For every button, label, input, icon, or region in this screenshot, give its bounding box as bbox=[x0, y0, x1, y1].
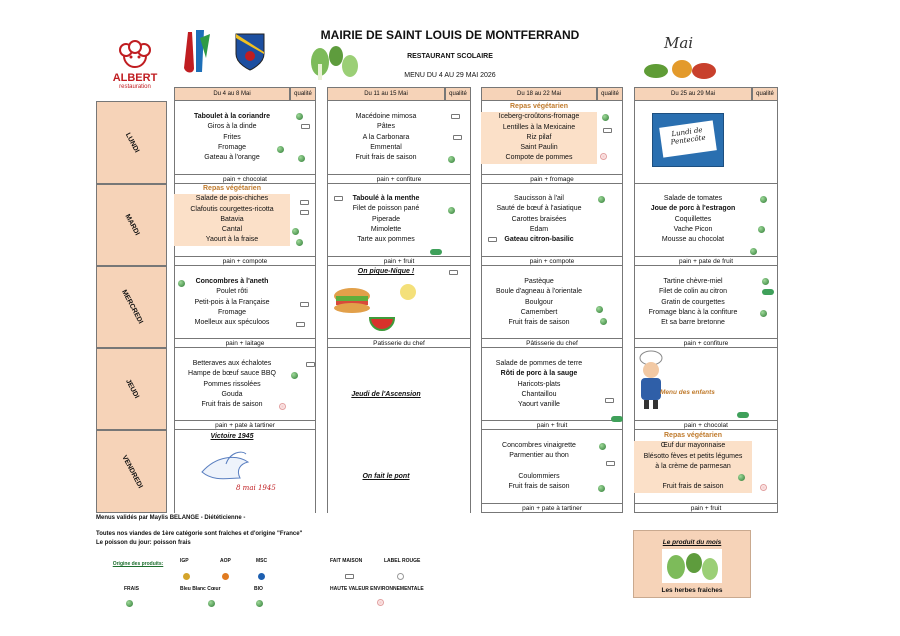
bread-item: pain + confiture bbox=[634, 338, 778, 348]
kid-chef-illustration bbox=[636, 350, 666, 410]
dish: Yaourt vanille bbox=[518, 401, 560, 409]
dish: Fruit frais de saison bbox=[508, 483, 570, 491]
fait-maison-legend-icon bbox=[345, 574, 354, 579]
albert-logo bbox=[104, 40, 166, 92]
dish: Emmental bbox=[370, 143, 402, 151]
bread-item: Patisserie du chef bbox=[327, 338, 471, 348]
hve-icon bbox=[279, 403, 286, 410]
page-subtitle: RESTAURANT SCOLAIRE bbox=[407, 53, 493, 60]
legend-aop: AOP bbox=[220, 558, 231, 564]
week-header: Du 18 au 22 Mai bbox=[481, 87, 597, 101]
bread-item: pain + pate à tartiner bbox=[481, 503, 623, 513]
veg-title: Repas végétarien bbox=[510, 103, 568, 110]
bio-icon bbox=[599, 443, 606, 450]
quality-header: qualité bbox=[597, 87, 623, 101]
bio-icon bbox=[277, 146, 284, 153]
dish: Pâtes bbox=[377, 123, 395, 131]
bio-icon bbox=[760, 310, 767, 317]
aop-icon bbox=[222, 573, 229, 580]
menu-jeudi-w3 bbox=[481, 359, 597, 410]
picnic-illustration bbox=[330, 282, 440, 332]
fait-maison-icon bbox=[488, 237, 497, 242]
dish: Fruit frais de saison bbox=[355, 154, 417, 162]
menu-vendredi-w4 bbox=[634, 431, 752, 493]
bread-item: pain + fruit bbox=[481, 420, 623, 430]
bread-item: pain + fruit bbox=[634, 503, 778, 513]
legend-msc: MSC bbox=[256, 558, 268, 564]
dish: Filet de poisson pané bbox=[352, 205, 420, 213]
dish: Riz pilaf bbox=[481, 133, 597, 143]
dish: Rôti de porc à la sauge bbox=[500, 370, 578, 378]
fait-maison-icon bbox=[449, 270, 458, 275]
menu-mardi-w4 bbox=[634, 194, 752, 245]
msc-icon bbox=[737, 412, 749, 418]
dish: Clafoutis courgettes-ricotta bbox=[174, 205, 290, 215]
bio-icon bbox=[598, 485, 605, 492]
fait-maison-icon bbox=[605, 398, 614, 403]
event-enfants: Menu des enfants bbox=[660, 389, 715, 396]
legend-igp: IGP bbox=[180, 558, 189, 564]
dish: Salade de tomates bbox=[663, 195, 723, 202]
fait-maison-icon bbox=[451, 114, 460, 119]
menu-lundi-w3 bbox=[481, 102, 597, 164]
validation-note: Menus validés par Maylis BELANGE - Diététicienne - bbox=[96, 515, 246, 521]
dish: Gratin de courgettes bbox=[661, 298, 725, 306]
fait-maison-icon bbox=[606, 461, 615, 466]
dish: Salade de pois-chiches bbox=[174, 194, 290, 204]
dish: Boule d'agneau à l'orientale bbox=[496, 288, 582, 296]
herbs-illustration bbox=[306, 42, 360, 80]
meat-note: Toutes nos viandes de 1ère catégorie sont fraîches et d'origine "France" bbox=[96, 531, 303, 537]
herbs-icon bbox=[662, 549, 722, 583]
dish: Chantaillou bbox=[521, 390, 557, 398]
fait-maison-icon bbox=[296, 322, 305, 327]
legend-title: Origine des produits: bbox=[112, 561, 164, 567]
quality-header: qualité bbox=[752, 87, 778, 101]
hve-icon bbox=[760, 484, 767, 491]
page-title: MAIRIE DE SAINT LOUIS DE MONTFERRAND bbox=[320, 28, 580, 42]
bio-icon bbox=[448, 207, 455, 214]
veg-title: Repas végétarien bbox=[203, 185, 261, 192]
bio-icon bbox=[296, 113, 303, 120]
dish: Tartine chèvre-miel bbox=[663, 278, 723, 285]
dish: Betteraves aux échalotes bbox=[192, 360, 272, 367]
bio-icon bbox=[596, 306, 603, 313]
logo-brand: ALBERT bbox=[112, 72, 158, 84]
legend-hve: HAUTE VALEUR ENVIRONNEMENTALE bbox=[330, 586, 424, 592]
event-ascension: Jeudi de l'Ascension bbox=[351, 391, 421, 398]
coat-of-arms-icon bbox=[234, 32, 266, 72]
bread-item: pain + laitage bbox=[174, 338, 316, 348]
dish: A la Carbonara bbox=[362, 133, 410, 141]
dish: Saucisson à l'ail bbox=[514, 195, 564, 202]
pentecote-label: Lundi de Pentecôte bbox=[659, 120, 717, 157]
bio-icon bbox=[602, 114, 609, 121]
dish: Fruit frais de saison bbox=[634, 482, 752, 492]
dish: Fromage bbox=[217, 143, 246, 151]
dish-empty bbox=[481, 462, 597, 472]
dish: Hampe de bœuf sauce BBQ bbox=[188, 370, 276, 378]
dish: Mousse au chocolat bbox=[661, 236, 725, 244]
bio-icon bbox=[750, 248, 757, 255]
menu-lundi-w1 bbox=[174, 112, 290, 163]
menu-mardi-w2 bbox=[327, 194, 445, 245]
legend-bbc: Bleu Blanc Cœur bbox=[180, 586, 221, 592]
bio-legend-icon bbox=[256, 600, 263, 607]
bio-icon bbox=[298, 155, 305, 162]
dish: Piperade bbox=[371, 215, 401, 223]
event-victoire: Victoire 1945 bbox=[210, 433, 254, 440]
dish: Lentilles à la Mexicaine bbox=[481, 123, 597, 133]
event-pont: On fait le pont bbox=[362, 473, 410, 480]
bread-item: pain + chocolat bbox=[634, 420, 778, 430]
day-jeudi: JEUDI bbox=[96, 348, 167, 430]
dish: Coulommiers bbox=[518, 472, 560, 480]
event-picnic: On pique-Nique ! bbox=[357, 268, 415, 275]
bread-item: pain + confiture bbox=[327, 174, 471, 184]
bread-item: pain + compote bbox=[174, 256, 316, 266]
dish: Giros à la dinde bbox=[207, 123, 257, 131]
legend-label-rouge: LABEL ROUGE bbox=[384, 558, 421, 564]
bread-item: pain + fromage bbox=[481, 174, 623, 184]
menu-mercredi-w1 bbox=[174, 277, 290, 328]
fait-maison-icon bbox=[453, 135, 462, 140]
fait-maison-icon bbox=[300, 210, 309, 215]
dish: Pommes rissolées bbox=[203, 380, 261, 388]
dish: Poulet rôti bbox=[216, 288, 248, 296]
bread-item: pain + chocolat bbox=[174, 174, 316, 184]
dish: Taboulé à la menthe bbox=[352, 195, 420, 202]
produit-title: Le produit du mois bbox=[662, 539, 722, 546]
bio-icon bbox=[448, 156, 455, 163]
legend-fait-maison: FAIT MAISON bbox=[330, 558, 363, 564]
dove-illustration bbox=[196, 448, 276, 494]
bio-icon bbox=[738, 474, 745, 481]
week-header: Du 4 au 8 Mai bbox=[174, 87, 290, 101]
dish: Concombres à l'aneth bbox=[195, 278, 269, 285]
dish: Fromage blanc à la confiture bbox=[648, 308, 738, 316]
menu-vendredi-w3 bbox=[481, 441, 597, 492]
menu-mercredi-w3 bbox=[481, 277, 597, 328]
dish: Et sa barre bretonne bbox=[661, 319, 725, 327]
bread-item: Pâtisserie du chef bbox=[481, 338, 623, 348]
dish: Carottes braisées bbox=[511, 215, 567, 223]
logo-tagline: restauration bbox=[119, 84, 151, 90]
quality-header: qualité bbox=[290, 87, 316, 101]
fait-maison-icon bbox=[306, 362, 315, 367]
vegetables-illustration bbox=[642, 55, 718, 81]
bread-item: pain + compote bbox=[481, 256, 623, 266]
fait-maison-icon bbox=[301, 124, 310, 129]
bio-icon bbox=[598, 196, 605, 203]
day-vendredi: VENDREDI bbox=[96, 430, 167, 513]
dish: Cantal bbox=[174, 225, 290, 235]
label-rouge-icon bbox=[397, 573, 404, 580]
dish: Moelleux aux spéculoos bbox=[194, 319, 270, 327]
dish: Concombres vinaigrette bbox=[502, 442, 576, 449]
dish: Frites bbox=[223, 133, 241, 141]
dish: Tarte aux pommes bbox=[357, 236, 415, 244]
bread-empty bbox=[634, 174, 778, 184]
bread-item: pain + pate de fruit bbox=[634, 256, 778, 266]
bread-item: pain + fruit bbox=[327, 256, 471, 266]
dish: Compote de pommes bbox=[481, 153, 597, 163]
bio-icon bbox=[291, 372, 298, 379]
victory-art-text: 8 mai 1945 bbox=[236, 484, 276, 492]
dish: Haricots-plats bbox=[517, 380, 561, 388]
fish-note: Le poisson du jour: poisson frais bbox=[96, 540, 191, 546]
week-header: Du 11 au 15 Mai bbox=[327, 87, 445, 101]
menu-mardi-w3 bbox=[481, 194, 597, 245]
menu-jeudi-w1 bbox=[174, 359, 290, 410]
dish: Saint Paulin bbox=[481, 143, 597, 153]
month-art-text: Mai bbox=[664, 34, 694, 52]
dish: Camembert bbox=[520, 308, 558, 316]
dish: Petit-pois à la Française bbox=[194, 298, 270, 306]
dish: Yaourt à la fraise bbox=[174, 235, 290, 245]
fait-maison-icon bbox=[603, 128, 612, 133]
dish: Edam bbox=[529, 225, 549, 233]
fait-maison-icon bbox=[300, 200, 309, 205]
dish: Fruit frais de saison bbox=[201, 401, 263, 409]
bbc-icon bbox=[208, 600, 215, 607]
week-header: Du 25 au 29 Mai bbox=[634, 87, 752, 101]
chef-hat-icon bbox=[104, 40, 166, 68]
dish: Coquillettes bbox=[674, 215, 712, 223]
day-lundi: LUNDI bbox=[96, 101, 167, 184]
dish: Gateau à l'orange bbox=[204, 154, 260, 162]
quality-header: qualité bbox=[445, 87, 471, 101]
dish: Œuf dur mayonnaise bbox=[634, 441, 752, 451]
dish: Vache Picon bbox=[673, 225, 713, 233]
bio-icon bbox=[758, 226, 765, 233]
hve-legend-icon bbox=[377, 599, 384, 606]
dish: Iceberg-croûtons-fromage bbox=[481, 112, 597, 122]
dish: Gouda bbox=[221, 390, 243, 398]
dish: Boulgour bbox=[524, 298, 554, 306]
bio-icon bbox=[600, 318, 607, 325]
bio-icon bbox=[296, 239, 303, 246]
menu-mercredi-w4 bbox=[634, 277, 752, 328]
bio-icon bbox=[760, 196, 767, 203]
dish: Macédoine mimosa bbox=[355, 113, 417, 120]
dish: Sauté de bœuf à l'asiatique bbox=[496, 205, 582, 213]
dish: Fromage bbox=[217, 308, 246, 316]
msc-icon bbox=[762, 289, 774, 295]
produit-name: Les herbes fraîches bbox=[661, 587, 723, 594]
legend-frais: FRAIS bbox=[124, 586, 139, 592]
bio-icon bbox=[762, 278, 769, 285]
dish: Salade de pommes de terre bbox=[495, 360, 583, 367]
produit-du-mois bbox=[633, 530, 751, 598]
day-mercredi: MERCREDI bbox=[96, 266, 167, 348]
menu-mardi-w1 bbox=[174, 184, 290, 246]
bread-item: pain + pate à tartiner bbox=[174, 420, 316, 430]
fait-maison-icon bbox=[300, 302, 309, 307]
dish-empty bbox=[634, 472, 752, 482]
bio-icon bbox=[178, 280, 185, 287]
msc-legend-icon bbox=[258, 573, 265, 580]
dish: Blésotto fèves et petits légumes bbox=[634, 452, 752, 462]
msc-icon bbox=[611, 416, 623, 422]
dish: Joue de porc à l'estragon bbox=[650, 205, 736, 213]
dish: Batavia bbox=[174, 215, 290, 225]
dish: Pastèque bbox=[524, 278, 554, 285]
dish: Taboulet à la coriandre bbox=[193, 113, 271, 120]
dish: Mimolette bbox=[370, 225, 402, 233]
day-mardi: MARDI bbox=[96, 184, 167, 266]
pentecote-art bbox=[652, 113, 724, 167]
menu-period: MENU DU 4 AU 29 MAI 2026 bbox=[404, 72, 496, 79]
msc-icon bbox=[430, 249, 442, 255]
dish: Gateau citron-basilic bbox=[504, 236, 574, 244]
menu-lundi-w2 bbox=[327, 112, 445, 163]
fait-maison-icon bbox=[334, 196, 343, 201]
dish: à la crème de parmesan bbox=[634, 462, 752, 472]
legend-bio: BIO bbox=[254, 586, 263, 592]
dish: Fruit frais de saison bbox=[508, 319, 570, 327]
dish: Filet de colin au citron bbox=[658, 288, 728, 296]
frais-icon bbox=[126, 600, 133, 607]
hve-icon bbox=[600, 153, 607, 160]
dish: Parmentier au thon bbox=[509, 452, 569, 460]
town-logo bbox=[182, 28, 212, 76]
igp-icon bbox=[183, 573, 190, 580]
bio-icon bbox=[292, 228, 299, 235]
veg-title: Repas végétarien bbox=[664, 432, 722, 439]
